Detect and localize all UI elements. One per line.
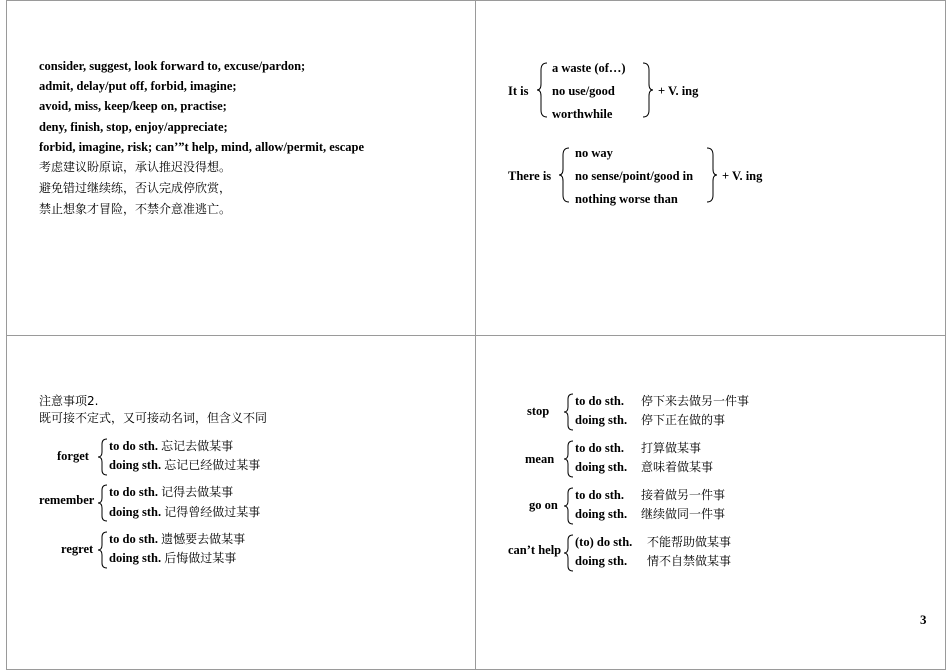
verb-label: can’t help [508, 543, 562, 557]
ing-meaning: 意味着做某事 [641, 460, 714, 474]
to-meaning: 忘记去做某事 [161, 439, 234, 453]
to-form: to do sth. [575, 394, 624, 408]
to-form: (to) do sth. [575, 535, 633, 549]
to-form: to do sth. [575, 488, 624, 502]
pattern-result: + V. ing [722, 169, 763, 183]
verb-label: mean [525, 452, 555, 466]
ing-form: doing sth. [109, 505, 162, 519]
left-brace [563, 534, 575, 572]
ing-form: doing sth. [575, 507, 628, 521]
pattern-option: no use/good [552, 84, 615, 98]
verb-line: consider, suggest, look forward to, excuse/pardon; [39, 59, 306, 73]
to-meaning: 打算做某事 [641, 441, 702, 455]
pattern-subject: It is [508, 84, 529, 98]
pattern-option: no way [575, 146, 613, 160]
to-form: to do sth. [109, 485, 158, 499]
ing-form: doing sth. [109, 458, 162, 472]
left-brace [563, 393, 575, 431]
pattern-option: worthwhile [552, 107, 613, 121]
left-brace [563, 487, 575, 525]
note-subtitle: 既可接不定式，又可接动名词，但含义不同 [39, 411, 268, 425]
mnemonic-line: 避免错过继续练，否认完成停欣赏， [39, 181, 232, 195]
left-brace [563, 440, 575, 478]
pattern-option: nothing worse than [575, 192, 678, 206]
verb-line: forbid, imagine, risk; can’”t help, mind, allow/permit, escape [39, 140, 364, 154]
to-meaning: 遗憾要去做某事 [161, 532, 246, 546]
ing-meaning: 情不自禁做某事 [647, 554, 732, 568]
left-brace [558, 147, 572, 203]
ing-form: doing sth. [109, 551, 162, 565]
verb-label: stop [527, 404, 550, 418]
left-brace [97, 531, 109, 569]
to-meaning: 不能帮助做某事 [647, 535, 732, 549]
ing-meaning: 忘记已经做过某事 [164, 458, 261, 472]
mnemonic-line: 考虑建议盼原谅，承认推迟没得想。 [39, 160, 232, 174]
right-brace [704, 147, 718, 203]
ing-meaning: 后悔做过某事 [164, 551, 237, 565]
verb-label: go on [529, 498, 558, 512]
ing-meaning: 继续做同一件事 [641, 507, 726, 521]
to-form: to do sth. [575, 441, 624, 455]
pattern-subject: There is [508, 169, 552, 183]
left-brace [97, 438, 109, 476]
to-meaning: 停下来去做另一件事 [641, 394, 750, 408]
to-meaning: 记得去做某事 [161, 485, 234, 499]
ing-meaning: 记得曾经做过某事 [164, 505, 261, 519]
left-brace [97, 484, 109, 522]
verb-label: regret [61, 542, 94, 556]
left-brace [536, 62, 550, 118]
to-form: to do sth. [109, 439, 158, 453]
pattern-result: + V. ing [658, 84, 699, 98]
horizontal-divider [6, 335, 946, 336]
ing-meaning: 停下正在做的事 [641, 413, 726, 427]
verb-line: avoid, miss, keep/keep on, practise; [39, 99, 227, 113]
verb-line: admit, delay/put off, forbid, imagine; [39, 79, 237, 93]
ing-form: doing sth. [575, 554, 628, 568]
page-number: 3 [920, 612, 927, 627]
to-meaning: 接着做另一件事 [641, 488, 726, 502]
note-title: 注意事项2. [39, 394, 99, 408]
mnemonic-line: 禁止想象才冒险，不禁介意准逃亡。 [39, 202, 232, 216]
pattern-option: a waste (of…) [552, 61, 626, 75]
right-brace [640, 62, 654, 118]
verb-label: forget [57, 449, 89, 463]
pattern-option: no sense/point/good in [575, 169, 694, 183]
ing-form: doing sth. [575, 413, 628, 427]
ing-form: doing sth. [575, 460, 628, 474]
to-form: to do sth. [109, 532, 158, 546]
verb-line: deny, finish, stop, enjoy/appreciate; [39, 120, 228, 134]
verb-label: remember [39, 493, 95, 507]
